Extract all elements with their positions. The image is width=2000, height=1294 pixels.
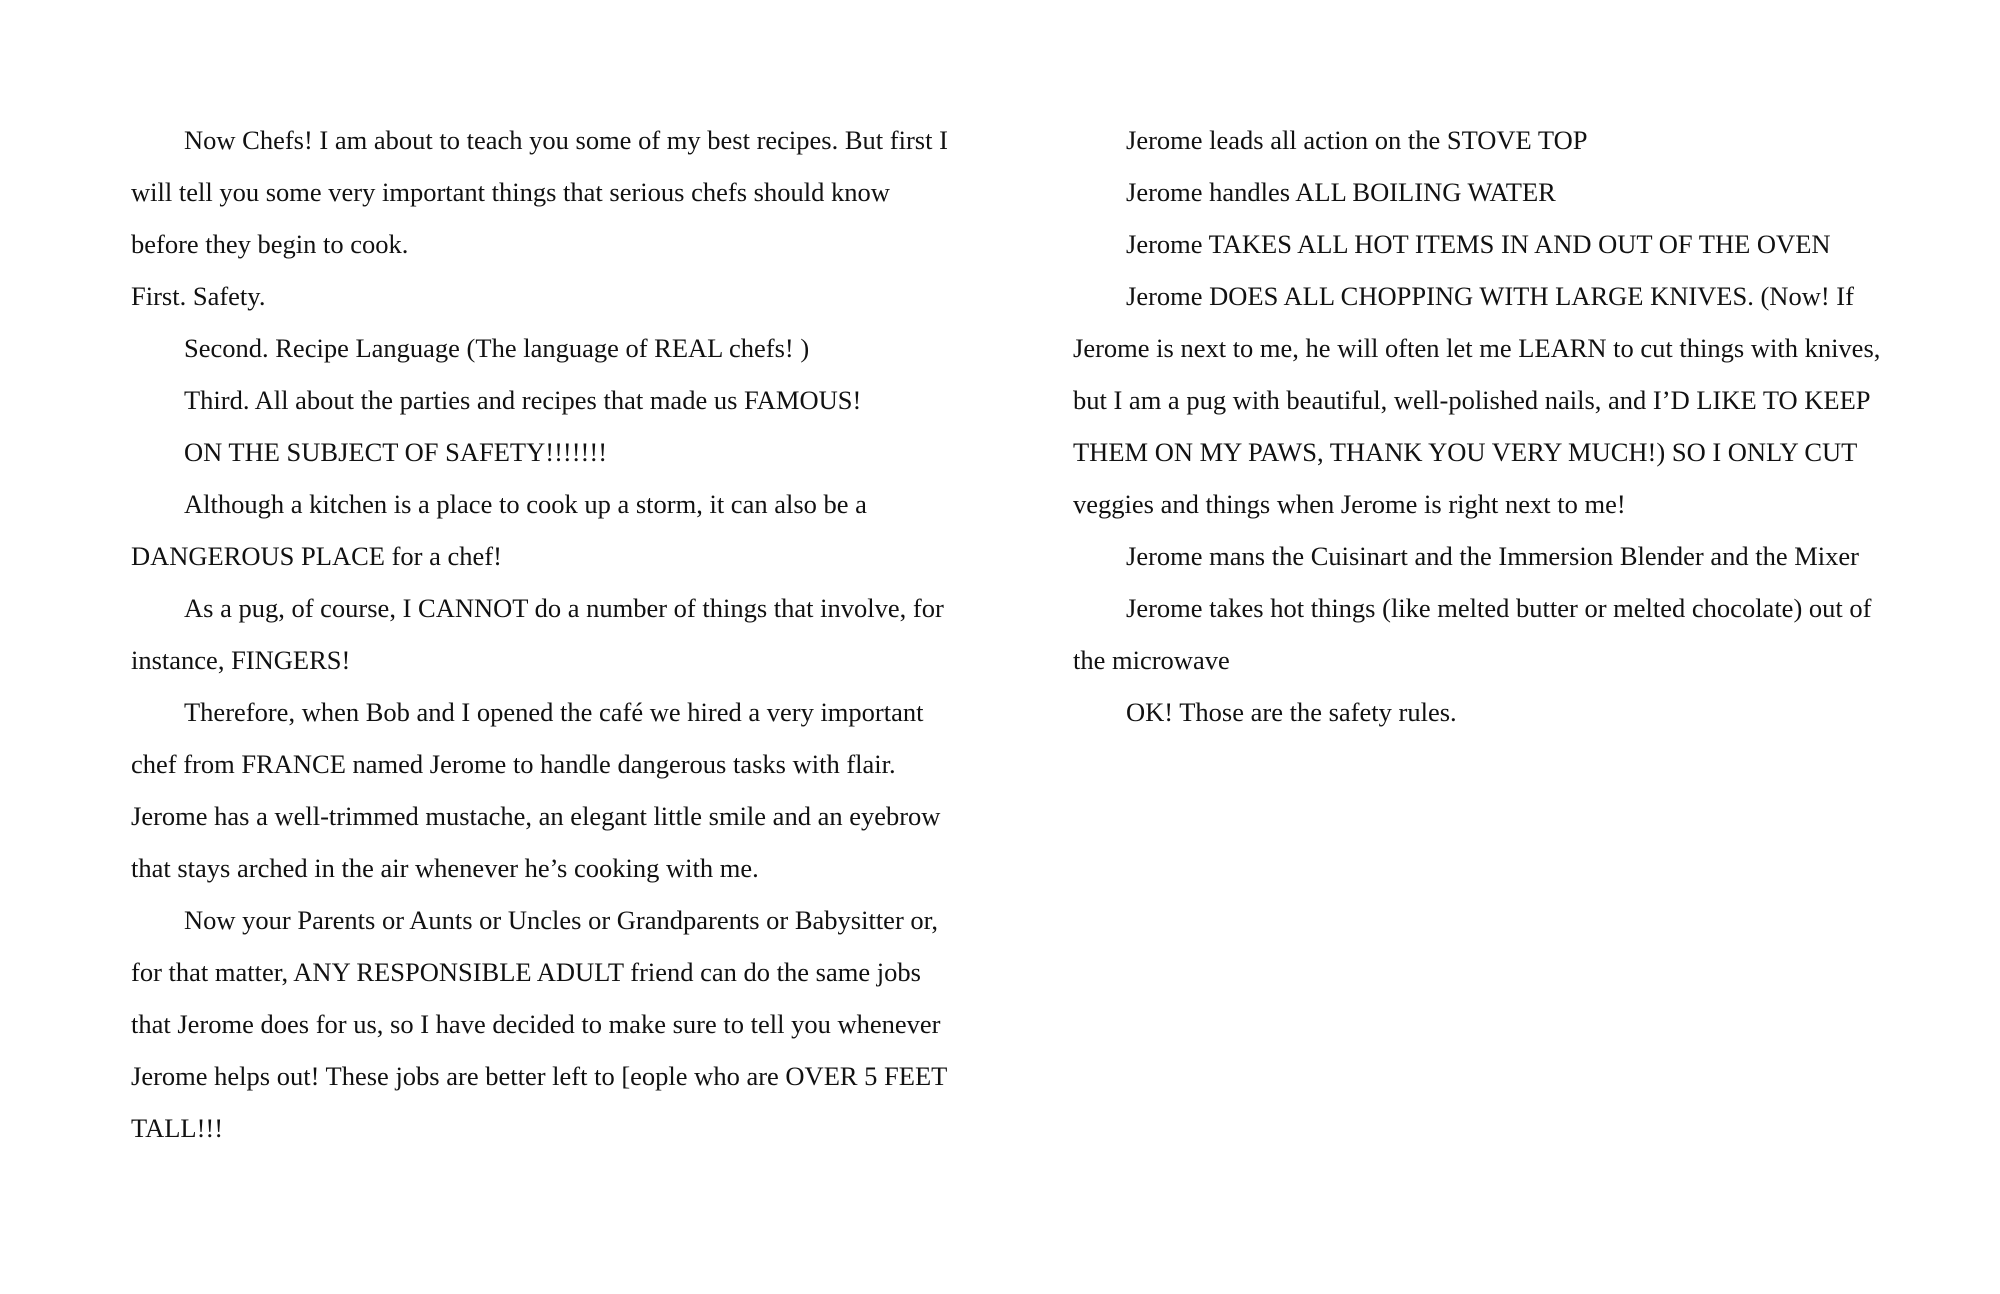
paragraph-responsible-adult: Now your Parents or Aunts or Uncles or Grandparents or Babysitter or, for that matter, ANY RESPONSIBLE ADULT friend can do the same jobs that Jerome does for us, so I have decided to make sure to tell you whenever Jerome helps out! These jobs are better left to [eople who are OVER 5 FEET TALL!!!	[131, 905, 947, 1143]
left-page-text	[131, 114, 961, 1154]
rule-boiling-water: Jerome handles ALL BOILING WATER	[1126, 177, 1556, 207]
paragraph-jerome-intro: Therefore, when Bob and I opened the café we hired a very important chef from FRANCE named Jerome to handle dangerous tasks with flair. Jerome has a well-trimmed mustache, an elegant little smile and an eyebrow that stays arched in the air whenever he’s cooking with me.	[131, 697, 941, 883]
rule-oven: Jerome TAKES ALL HOT ITEMS IN AND OUT OF THE OVEN	[1126, 229, 1831, 259]
paragraph-safety-heading: ON THE SUBJECT OF SAFETY!!!!!!!	[184, 437, 608, 467]
paragraph-third-parties: Third. All about the parties and recipes that made us FAMOUS!	[184, 385, 862, 415]
rule-knives: Jerome DOES ALL CHOPPING WITH LARGE KNIVES. (Now! If Jerome is next to me, he will often let me LEARN to cut things with knives, but I am a pug with beautiful, well-polished nails, and I’D LIKE TO KEEP THEM ON MY PAWS, THANK YOU VERY MUCH!) SO I ONLY CUT veggies and things when Jerome is right next to me!	[1073, 281, 1881, 519]
rule-closing: OK! Those are the safety rules.	[1126, 697, 1457, 727]
right-page-text	[1073, 114, 1888, 738]
rule-appliances: Jerome mans the Cuisinart and the Immersion Blender and the Mixer	[1126, 541, 1859, 571]
rule-stove-top: Jerome leads all action on the STOVE TOP	[1126, 125, 1588, 155]
paragraph-second-language: Second. Recipe Language (The language of REAL chefs! )	[184, 333, 810, 363]
paragraph-first-safety: First. Safety.	[131, 281, 266, 311]
paragraph-pug-fingers: As a pug, of course, I CANNOT do a number of things that involve, for instance, FINGERS!	[131, 593, 944, 675]
paragraph-kitchen-danger: Although a kitchen is a place to cook up a storm, it can also be a DANGEROUS PLACE for a chef!	[131, 489, 867, 571]
rule-microwave: Jerome takes hot things (like melted butter or melted chocolate) out of the microwave	[1073, 593, 1872, 675]
paragraph-intro: Now Chefs! I am about to teach you some of my best recipes. But first I will tell you some very important things that serious chefs should know before they begin to cook.	[131, 125, 948, 259]
